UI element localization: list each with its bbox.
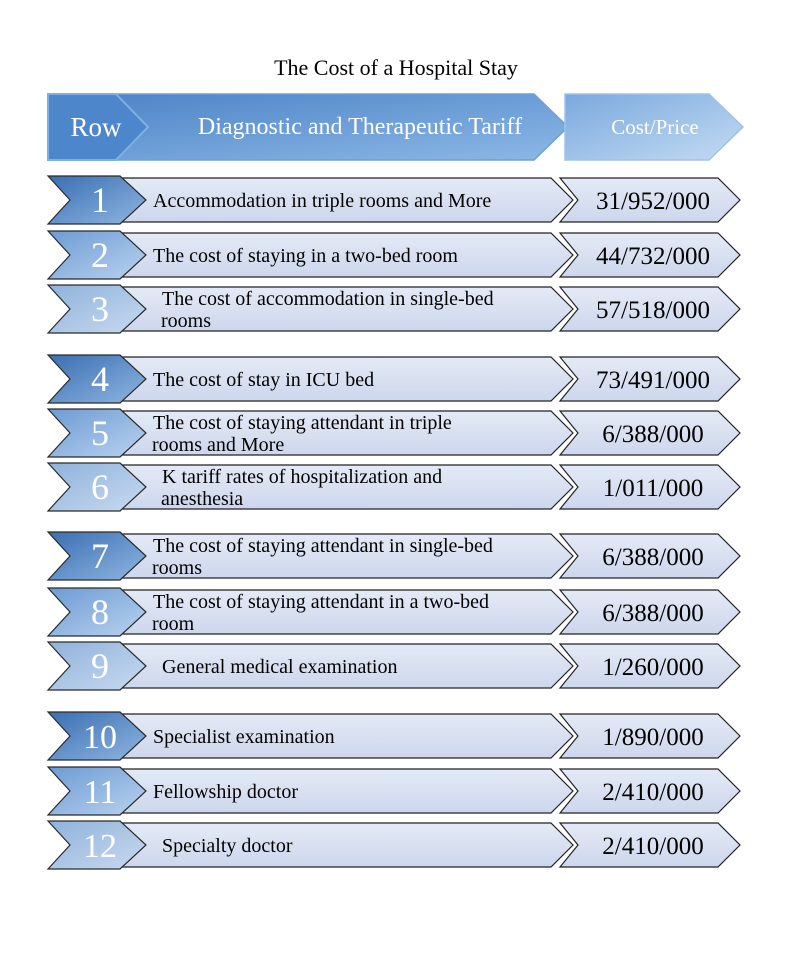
table-row [48, 463, 740, 511]
row-number: 10 [83, 719, 117, 756]
row-description-line2: rooms [152, 557, 202, 579]
table-row [48, 355, 740, 403]
row-description: The cost of accommodation in single-bed [162, 288, 494, 310]
table-row [48, 642, 740, 690]
row-description-line2: room [152, 613, 195, 635]
table-row [48, 231, 740, 279]
row-number: 6 [91, 467, 109, 507]
row-number: 1 [91, 180, 109, 220]
row-description: General medical examination [162, 656, 398, 678]
header-desc-label: Diagnostic and Therapeutic Tariff [197, 114, 523, 140]
row-cost: 2/410/000 [602, 833, 704, 860]
row-number: 5 [91, 413, 109, 453]
row-description: The cost of staying attendant in triple [153, 412, 452, 434]
row-description-line2: anesthesia [161, 488, 244, 510]
table-row [48, 821, 740, 869]
table-row [48, 767, 740, 815]
row-cost: 2/410/000 [602, 779, 704, 806]
row-cost: 73/491/000 [596, 367, 710, 394]
table-row [48, 285, 740, 333]
row-description: The cost of staying attendant in a two-bed [153, 591, 490, 613]
row-number: 2 [91, 235, 109, 275]
page-title: The Cost of a Hospital Stay [274, 55, 518, 80]
row-description: The cost of stay in ICU bed [153, 369, 375, 391]
table-row [48, 712, 740, 760]
row-number: 11 [83, 774, 117, 811]
row-cost: 6/388/000 [602, 544, 704, 571]
row-cost: 6/388/000 [602, 421, 704, 448]
header-row-label: Row [70, 112, 122, 142]
row-number: 8 [91, 592, 109, 632]
row-description: Accommodation in triple rooms and More [153, 190, 492, 212]
row-number: 3 [91, 289, 109, 329]
row-cost: 6/388/000 [602, 600, 704, 627]
table-row [48, 176, 740, 224]
row-description: K tariff rates of hospitalization and [162, 466, 443, 488]
row-cost: 31/952/000 [596, 188, 710, 215]
row-cost: 1/890/000 [602, 724, 704, 751]
row-cost: 1/011/000 [602, 475, 704, 502]
row-number: 12 [83, 828, 117, 865]
header-bar [48, 94, 743, 160]
row-description: Fellowship doctor [153, 781, 298, 803]
row-number: 4 [91, 359, 109, 399]
rows-group [48, 176, 740, 869]
row-cost: 44/732/000 [596, 243, 710, 270]
table-row [48, 532, 740, 580]
table-row [48, 409, 740, 457]
row-description: The cost of staying in a two-bed room [153, 245, 458, 267]
row-description-line2: rooms [161, 310, 211, 332]
row-number: 7 [91, 536, 109, 576]
row-description: Specialist examination [153, 726, 335, 748]
row-description: The cost of staying attendant in single-bed [153, 535, 493, 557]
row-cost: 57/518/000 [596, 297, 710, 324]
row-cost: 1/260/000 [602, 654, 704, 681]
table-row [48, 588, 740, 636]
row-description: Specialty doctor [162, 835, 293, 857]
header-cost-label: Cost/Price [611, 115, 699, 139]
row-description-line2: rooms and More [152, 434, 285, 456]
row-number: 9 [91, 646, 109, 686]
